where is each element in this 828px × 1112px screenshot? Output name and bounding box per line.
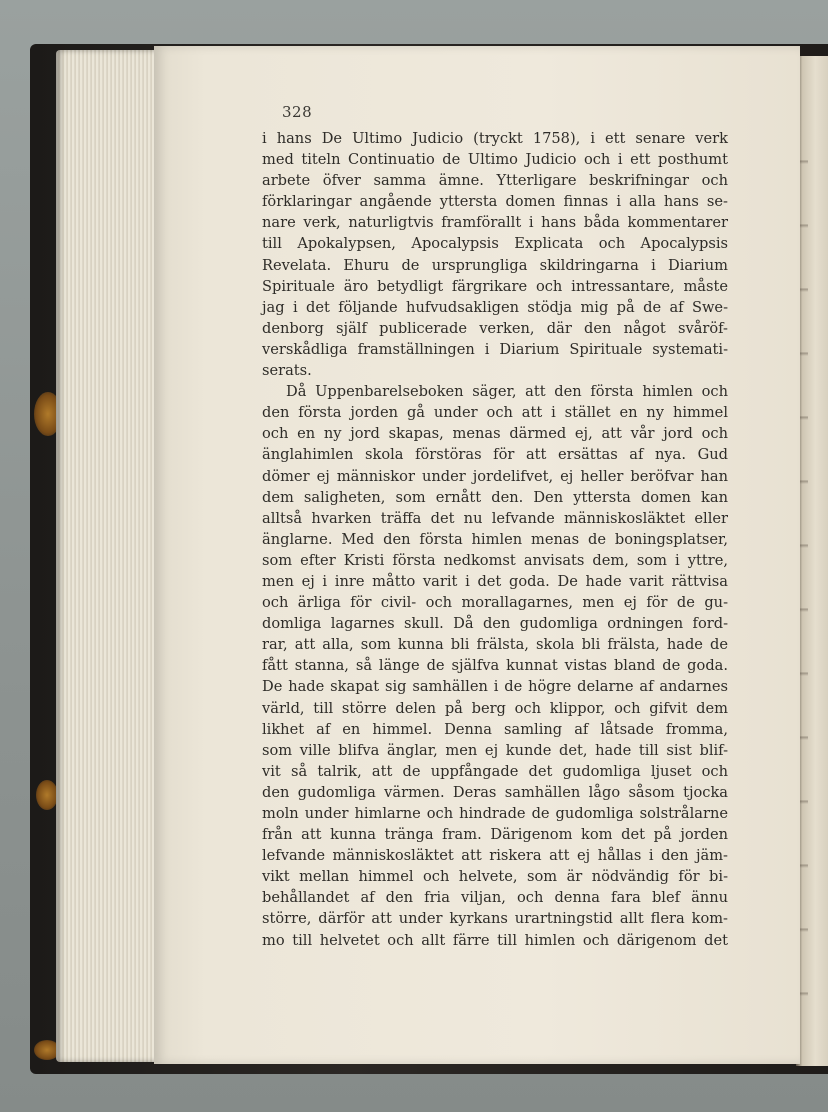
text-line: änglahimlen skola förstöras för att ersättas af nya. Gud: [262, 446, 728, 464]
text-line: moln under himlarne och hindrade de gudomliga solstrålarne: [262, 805, 728, 822]
text-line: rar, att alla, som kunna bli frälsta, skola bli frälsta, hade de: [262, 636, 728, 654]
text-line: som efter Kristi första nedkomst anvisats dem, som i yttre,: [262, 551, 728, 569]
text-line: Då Uppenbarelseboken säger, att den första himlen och: [286, 383, 728, 401]
text-line: serats.: [262, 362, 312, 380]
page-block-edges: [56, 50, 160, 1062]
cover-marbling: [36, 780, 58, 810]
text-line: och en ny jord skapas, menas därmed ej, att vår jord och: [262, 425, 728, 443]
page-number: 328: [282, 103, 313, 121]
text-line: mo till helvetet och allt färre till himlen och därigenom det: [262, 931, 728, 949]
body-text: [262, 128, 728, 951]
text-line: i hans De Ultimo Judicio (tryckt 1758), i ett senare verk: [262, 130, 728, 147]
text-line: och ärliga för civil- och morallagarnes, men ej för de gu-: [262, 594, 728, 612]
text-line: fått stanna, så länge de själfva kunnat vistas bland de goda.: [262, 657, 728, 675]
text-line: den första jorden gå under och att i stället en ny himmel: [262, 404, 728, 422]
text-line: dem saligheten, som ernått den. Den yttersta domen kan: [262, 488, 728, 506]
text-line: jag i det följande hufvudsakligen stödja mig på de af Swe-: [262, 298, 728, 316]
text-line: änglarne. Med den första himlen menas de boningsplatser,: [262, 530, 728, 548]
text-line: dömer ej människor under jordelifvet, ej heller beröfvar han: [262, 467, 728, 485]
text-line: Spirituale äro betydligt färgrikare och intressantare, måste: [262, 277, 728, 295]
text-line: till Apokalypsen, Apocalypsis Explicata och Apocalypsis: [262, 235, 728, 253]
text-line: med titeln Continuatio de Ultimo Judicio och i ett posthumt: [262, 151, 728, 169]
text-line: alltså hvarken träffa det nu lefvande människosläktet eller: [262, 509, 728, 527]
text-line: större, därför att under kyrkans urartningstid allt flera kom-: [262, 910, 728, 928]
text-line: arbete öfver samma ämne. Ytterligare beskrifningar och: [262, 172, 728, 190]
text-line: vit så talrik, att de uppfångade det gudomliga ljuset och: [262, 762, 728, 780]
text-line: De hade skapat sig samhällen i de högre delarne af andarnes: [262, 678, 728, 696]
text-line: lefvande människosläktet att riskera att ej hållas i den jäm-: [262, 847, 728, 865]
text-line: denborg själf publicerade verken, där den något svåröf-: [262, 319, 728, 337]
text-line: vikt mellan himmel och helvete, som är nödvändig för bi-: [262, 868, 728, 886]
text-line: värld, till större delen på berg och klippor, och gifvit dem: [262, 699, 728, 717]
facing-page-marks: [800, 100, 808, 1040]
text-line: men ej i inre måtto varit i det goda. De hade varit rättvisa: [262, 572, 728, 590]
text-line: domliga lagarnes skull. Då den gudomliga ordningen ford-: [262, 615, 728, 633]
text-line: behållandet af den fria viljan, och denna fara blef ännu: [262, 889, 728, 907]
text-line: nare verk, naturligtvis framförallt i hans båda kommentarer: [262, 214, 728, 232]
text-line: den gudomliga värmen. Deras samhällen lågo såsom tjocka: [262, 783, 728, 801]
text-line: som ville blifva änglar, men ej kunde det, hade till sist blif-: [262, 741, 728, 759]
text-line: verskådliga framställningen i Diarium Spirituale systemati-: [262, 340, 728, 358]
text-line: från att kunna tränga fram. Därigenom kom det på jorden: [262, 826, 728, 844]
text-line: Revelata. Ehuru de ursprungliga skildringarna i Diarium: [262, 256, 728, 274]
text-line: likhet af en himmel. Denna samling af låtsade fromma,: [262, 720, 728, 738]
text-line: förklaringar angående yttersta domen finnas i alla hans se-: [262, 193, 728, 211]
